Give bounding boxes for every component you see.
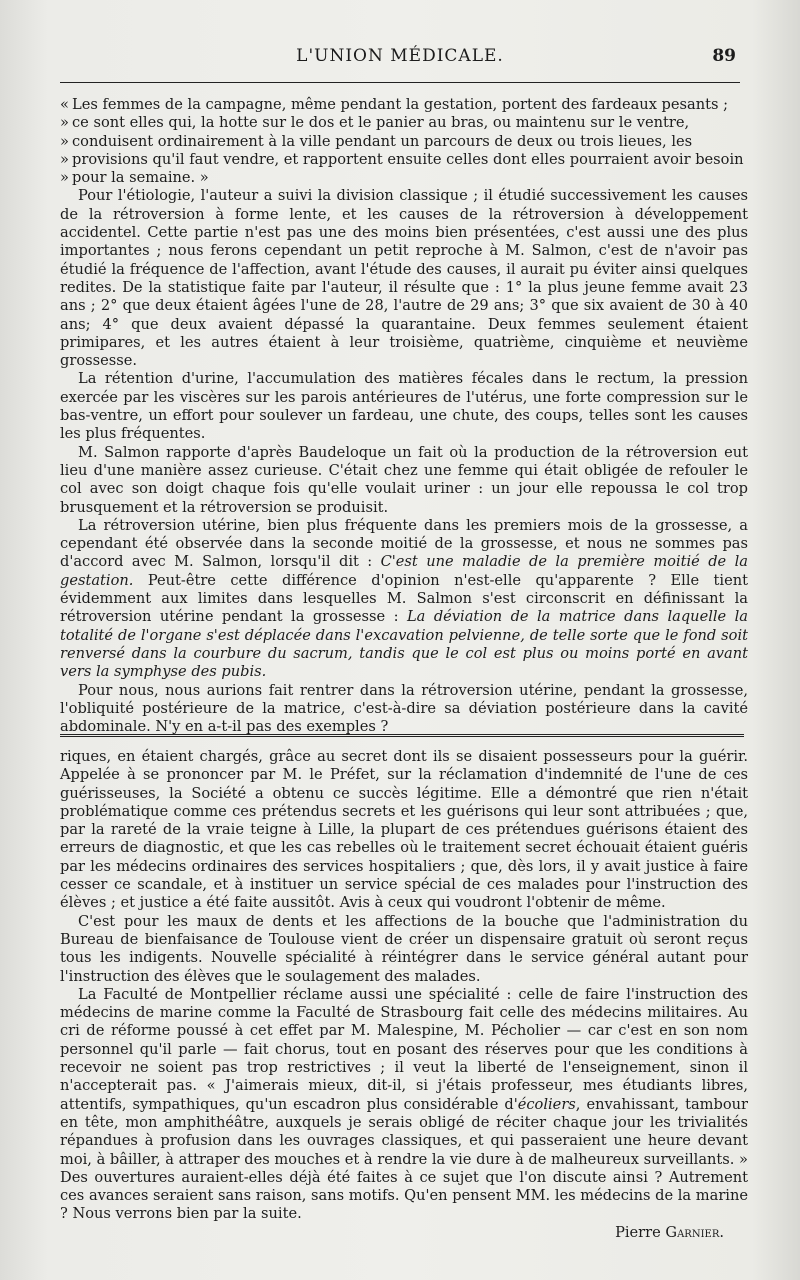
lower-text-block xyxy=(60,748,748,1242)
paragraph-toulouse: C'est pour les maux de dents et les affections de la bouche que l'administration du Bureau de bienfaisance de Toulouse vient de créer un dispensaire gratuit où seront reçus tous les indigents. Nouvelle spécialité à réintégrer dans le service général autant pour l'instruction des élèves que le soulagement des malades. xyxy=(60,912,748,985)
author-signature: Pierre Garnier. xyxy=(615,1223,724,1241)
page-number: 89 xyxy=(712,46,736,66)
paragraph-continuation: riques, en étaient chargés, grâce au secret dont ils se disaient possesseurs pour la guérir. Appelée à se prononcer par M. le Préfet, sur la réclamation d'indemnité de l'une de ces guérisseuses, la Société a obtenu ce succès légitime. Elle a démontré que rien n'était problématique comme ces prétendus secrets et les guérisons qui leur sont attribuées ; que, par la rareté de la vraie teigne à Lille, la plupart de ces prétendues guérisons étaient des erreurs de diagnostic, et que les cas rebelles où le traitement secret échouait étaient guéris par les médecins ordinaires des services hospitaliers ; que, dès lors, il y avait justice à faire cesser ce scandale, et à instituer un service spécial de ces malades pour l'instruction des élèves ; et justice a été faite aussitôt. Avis à ceux qui voudront l'obtenir de même. xyxy=(60,748,748,912)
italic-word: écoliers xyxy=(517,1095,576,1113)
paragraph-obliquity: Pour nous, nous aurions fait rentrer dans la rétroversion utérine, pendant la grossesse, l'obliquité postérieure de la matrice, c'est-à-dire sa déviation postérieure dans la cavité abdominale. N'y en a-t-il pas des exemples ? xyxy=(60,681,748,736)
paragraph-baudeloque: M. Salmon rapporte d'après Baudeloque un fait où la production de la rétroversion eut lieu d'une manière assez curieuse. C'était chez une femme qui était obligée de refouler le col avec son doigt chaque fois qu'elle voulait uriner : un jour elle repoussa le col trop brusquement et la rétroversion se produisit. xyxy=(60,443,748,516)
quoted-passage xyxy=(60,96,748,187)
quote-line: « Les femmes de la campagne, même pendant la gestation, portent des fardeaux pesants ; xyxy=(60,96,729,113)
italic-definition: La déviation de la matrice dans laquelle la totalité de l'organe s'est déplacée dans l'excavation pelvienne, de telle sorte que le fond soit renversé dans la courbure du sacrum, tandis que le col est plus ou moins porté en avant vers la symphyse des pubis. xyxy=(60,608,748,681)
italic-quote: C'est une maladie de la première moitié de la gestation. xyxy=(60,553,748,589)
paragraph-causes: La rétention d'urine, l'accumulation des matières fécales dans le rectum, la pression exercée par les viscères sur les parois antérieures de l'utérus, une forte compression sur le bas-ventre, un effort pour soulever un fardeau, une chute, des coups, telles sont les causes les plus fréquentes. xyxy=(60,370,748,443)
upper-text-block xyxy=(60,96,748,736)
paragraph-definition: La rétroversion utérine, bien plus fréquente dans les premiers mois de la grossesse, a cependant été observée dans la seconde moitié de la grossesse, et nous ne sommes pas d'accord avec M. Salmon, lorsqu'il dit : C'est une maladie de la première moitié de la gestation. Peut-être cette différence d'opinion n'est-elle qu'apparente ? Elle tient évidemment aux limites dans lesquelles M. Salmon s'est circonscrit en définissant la rétroversion utérine pendant la grossesse : La déviation de la matrice dans laquelle la totalité de l'organe s'est déplacée dans l'excavation pelvienne, de telle sorte que le fond soit renversé dans la courbure du sacrum, tandis que le col est plus ou moins porté en avant vers la symphyse des pubis. xyxy=(60,516,748,681)
running-header xyxy=(60,46,740,76)
paragraph-etiology: Pour l'étiologie, l'auteur a suivi la division classique ; il étudié successivement les causes de la rétroversion à forme lente, et les causes de la rétroversion à développement accidentel. Cette partie n'est pas une des moins bien présentées, c'est aussi une des plus importantes ; nous ferons cependant un petit reproche à M. Salmon, c'est de n'avoir pas étudié la fréquence de l'affection, avant l'étude des causes, il aurait pu éviter ainsi quelques redites. De la statistique faite par l'auteur, il résulte que : 1° la plus jeune femme avait 23 ans ; 2° que deux étaient âgées l'une de 28, l'autre de 29 ans; 3° que six avaient de 30 à 40 ans; 4° que deux avaient dépassé la quarantaine. Deux femmes seulement étaient primipares, et les autres étaient à leur troisième, quatrième, cinquième et neuvième grossesse. xyxy=(60,187,748,370)
quote-line: » provisions qu'il faut vendre, et rapportent ensuite celles dont elles pourraient avoir besoin xyxy=(60,150,744,168)
quote-line: » pour la semaine. » xyxy=(60,169,209,187)
section-divider xyxy=(60,734,744,737)
quote-line: » conduisent ordinairement à la ville pendant un parcours de deux ou trois lieues, les xyxy=(60,132,693,150)
header-rule xyxy=(60,82,740,83)
journal-title: L'UNION MÉDICALE. xyxy=(296,46,504,66)
paragraph-montpellier: La Faculté de Montpellier réclame aussi une spécialité : celle de faire l'instruction des médecins de marine comme la Faculté de Strasbourg fait celle des médecins militaires. Au cri de réforme poussé à cet effet par M. Malespine, M. Pécholier — car c'est en son nom personnel qu'il parle — fait chorus, tout en posant des réserves pour que les conditions à recevoir ne soient pas trop restrictives ; il veut la liberté de l'enseignement, sinon il n'accepterait pas. « J'aimerais mieux, dit-il, si j'étais professeur, mes étudiants libres, attentifs, sympathiques, qu'un escadron plus considérable d'écoliers, envahissant, tambour en tête, mon amphithéâtre, auxquels je serais obligé de réciter chaque jour les trivialités répandues à profusion dans les ouvrages classiques, et qui passeraient une heure devant moi, à bâiller, à attraper des mouches et à rendre la vie dure à de malheureux surveillants. » Des ouvertures auraient-elles déjà été faites à ce sujet que l'on discute ainsi ? Autrement ces avances seraient sans raison, sans motifs. Qu'en pensent MM. les médecins de la marine ? Nous verrons bien par la suite. xyxy=(60,985,748,1223)
quote-line: » ce sont elles qui, la hotte sur le dos et le panier au bras, ou maintenu sur le ventre, xyxy=(60,114,690,132)
